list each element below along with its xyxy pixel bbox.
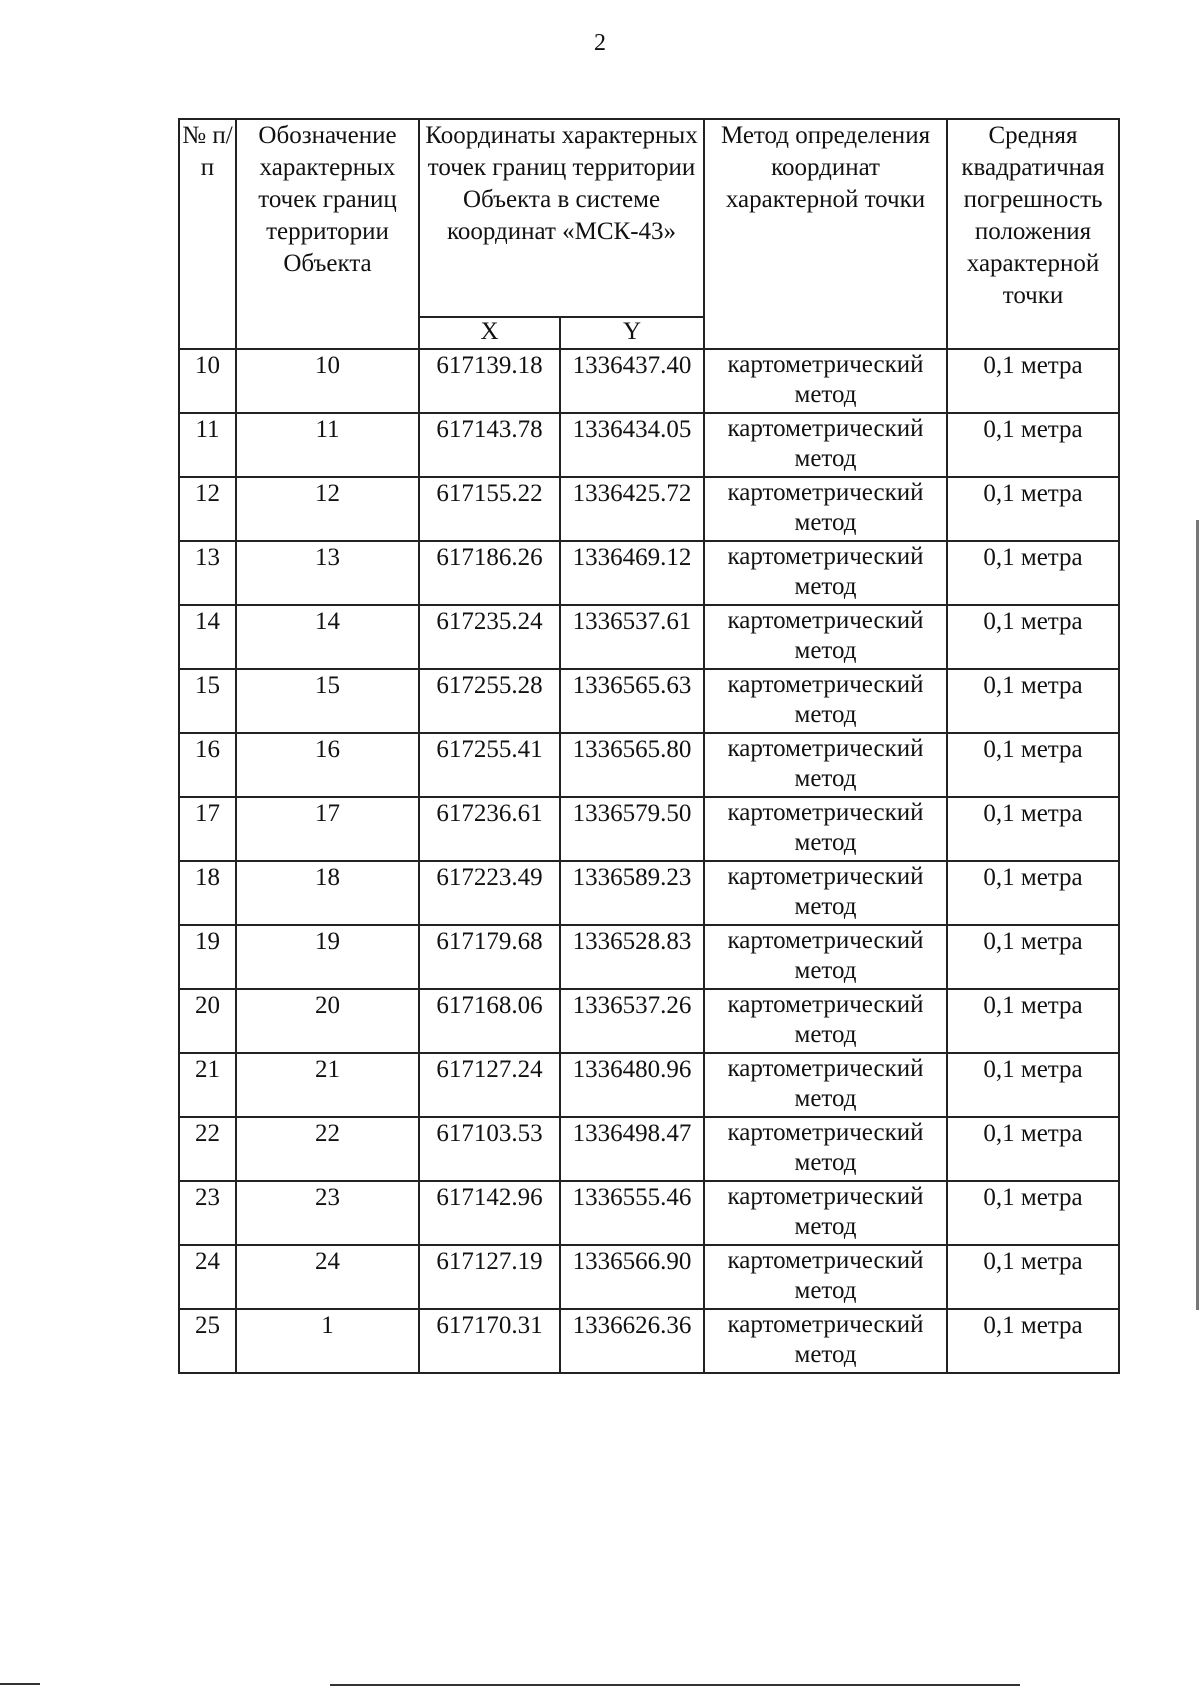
cell-error: 0,1 метра <box>947 413 1119 477</box>
cell-x: 617139.18 <box>419 349 560 413</box>
cell-x: 617179.68 <box>419 925 560 989</box>
cell-error: 0,1 метра <box>947 861 1119 925</box>
cell-method: картометрический метод <box>704 925 947 989</box>
table-row <box>179 925 1119 989</box>
page-number: 2 <box>594 30 606 56</box>
table-row <box>179 861 1119 925</box>
cell-x: 617223.49 <box>419 861 560 925</box>
cell-y: 1336498.47 <box>560 1117 704 1181</box>
cell-point: 21 <box>236 1053 419 1117</box>
cell-point: 20 <box>236 989 419 1053</box>
cell-y: 1336626.36 <box>560 1309 704 1373</box>
table-header-row <box>179 119 1119 317</box>
cell-y: 1336469.12 <box>560 541 704 605</box>
cell-x: 617255.41 <box>419 733 560 797</box>
cell-error: 0,1 метра <box>947 605 1119 669</box>
cell-point: 15 <box>236 669 419 733</box>
cell-x: 617170.31 <box>419 1309 560 1373</box>
cell-index: 10 <box>179 349 236 413</box>
cell-x: 617142.96 <box>419 1181 560 1245</box>
cell-index: 15 <box>179 669 236 733</box>
header-y: Y <box>560 317 704 349</box>
cell-y: 1336528.83 <box>560 925 704 989</box>
cell-error: 0,1 метра <box>947 349 1119 413</box>
cell-error: 0,1 метра <box>947 1245 1119 1309</box>
cell-error: 0,1 метра <box>947 1181 1119 1245</box>
cell-index: 23 <box>179 1181 236 1245</box>
cell-y: 1336579.50 <box>560 797 704 861</box>
cell-index: 13 <box>179 541 236 605</box>
cell-y: 1336565.80 <box>560 733 704 797</box>
cell-x: 617143.78 <box>419 413 560 477</box>
cell-point: 13 <box>236 541 419 605</box>
cell-index: 16 <box>179 733 236 797</box>
cell-error: 0,1 метра <box>947 541 1119 605</box>
cell-index: 25 <box>179 1309 236 1373</box>
cell-y: 1336437.40 <box>560 349 704 413</box>
header-designation: Обозначение характерных точек границ территории Объекта <box>236 119 419 349</box>
cell-method: картометрический метод <box>704 1053 947 1117</box>
cell-index: 21 <box>179 1053 236 1117</box>
cell-method: картометрический метод <box>704 349 947 413</box>
table-row <box>179 797 1119 861</box>
cell-method: картометрический метод <box>704 669 947 733</box>
cell-method: картометрический метод <box>704 1309 947 1373</box>
header-method: Метод определения координат характерной точки <box>704 119 947 349</box>
cell-error: 0,1 метра <box>947 1117 1119 1181</box>
cell-error: 0,1 метра <box>947 797 1119 861</box>
cell-x: 617186.26 <box>419 541 560 605</box>
cell-point: 16 <box>236 733 419 797</box>
cell-method: картометрический метод <box>704 1117 947 1181</box>
table-row <box>179 989 1119 1053</box>
cell-error: 0,1 метра <box>947 733 1119 797</box>
cell-method: картометрический метод <box>704 1181 947 1245</box>
cell-method: картометрический метод <box>704 733 947 797</box>
cell-index: 20 <box>179 989 236 1053</box>
cell-y: 1336537.26 <box>560 989 704 1053</box>
cell-index: 18 <box>179 861 236 925</box>
cell-x: 617236.61 <box>419 797 560 861</box>
cell-y: 1336566.90 <box>560 1245 704 1309</box>
cell-error: 0,1 метра <box>947 925 1119 989</box>
cell-point: 10 <box>236 349 419 413</box>
table-row <box>179 1117 1119 1181</box>
cell-index: 22 <box>179 1117 236 1181</box>
cell-x: 617255.28 <box>419 669 560 733</box>
cell-x: 617103.53 <box>419 1117 560 1181</box>
cell-point: 17 <box>236 797 419 861</box>
cell-point: 23 <box>236 1181 419 1245</box>
cell-x: 617168.06 <box>419 989 560 1053</box>
cell-method: картометрический метод <box>704 413 947 477</box>
cell-x: 617235.24 <box>419 605 560 669</box>
cell-index: 24 <box>179 1245 236 1309</box>
header-error: Средняя квадратичная погрешность положения характерной точки <box>947 119 1119 349</box>
coordinates-table <box>178 118 1120 1374</box>
cell-point: 22 <box>236 1117 419 1181</box>
table-row <box>179 733 1119 797</box>
table-row <box>179 605 1119 669</box>
header-x: X <box>419 317 560 349</box>
cell-point: 12 <box>236 477 419 541</box>
cell-method: картометрический метод <box>704 541 947 605</box>
cell-y: 1336425.72 <box>560 477 704 541</box>
cell-error: 0,1 метра <box>947 989 1119 1053</box>
cell-error: 0,1 метра <box>947 1053 1119 1117</box>
scan-bottom-line <box>330 1684 1020 1686</box>
cell-index: 14 <box>179 605 236 669</box>
table-row <box>179 349 1119 413</box>
cell-index: 19 <box>179 925 236 989</box>
cell-index: 11 <box>179 413 236 477</box>
header-coordinates: Координаты характерных точек границ территории Объекта в системе координат «МСК-43» <box>419 119 704 317</box>
cell-x: 617127.24 <box>419 1053 560 1117</box>
cell-error: 0,1 метра <box>947 477 1119 541</box>
table-row <box>179 477 1119 541</box>
cell-method: картометрический метод <box>704 605 947 669</box>
cell-method: картометрический метод <box>704 989 947 1053</box>
cell-index: 17 <box>179 797 236 861</box>
cell-y: 1336555.46 <box>560 1181 704 1245</box>
cell-point: 1 <box>236 1309 419 1373</box>
scan-edge-line <box>1196 520 1199 1310</box>
cell-y: 1336589.23 <box>560 861 704 925</box>
scan-bottom-line-left <box>0 1683 40 1685</box>
table-row <box>179 1053 1119 1117</box>
table-row <box>179 669 1119 733</box>
cell-y: 1336480.96 <box>560 1053 704 1117</box>
cell-point: 18 <box>236 861 419 925</box>
cell-point: 24 <box>236 1245 419 1309</box>
cell-y: 1336434.05 <box>560 413 704 477</box>
cell-y: 1336565.63 <box>560 669 704 733</box>
cell-error: 0,1 метра <box>947 1309 1119 1373</box>
cell-x: 617155.22 <box>419 477 560 541</box>
cell-point: 11 <box>236 413 419 477</box>
cell-x: 617127.19 <box>419 1245 560 1309</box>
table-row <box>179 541 1119 605</box>
cell-error: 0,1 метра <box>947 669 1119 733</box>
cell-y: 1336537.61 <box>560 605 704 669</box>
cell-index: 12 <box>179 477 236 541</box>
header-index: № п/п <box>179 119 236 349</box>
table-row <box>179 1245 1119 1309</box>
table-row <box>179 1181 1119 1245</box>
cell-point: 19 <box>236 925 419 989</box>
cell-method: картометрический метод <box>704 861 947 925</box>
cell-point: 14 <box>236 605 419 669</box>
table-row <box>179 1309 1119 1373</box>
cell-method: картометрический метод <box>704 797 947 861</box>
table-row <box>179 413 1119 477</box>
cell-method: картометрический метод <box>704 1245 947 1309</box>
cell-method: картометрический метод <box>704 477 947 541</box>
